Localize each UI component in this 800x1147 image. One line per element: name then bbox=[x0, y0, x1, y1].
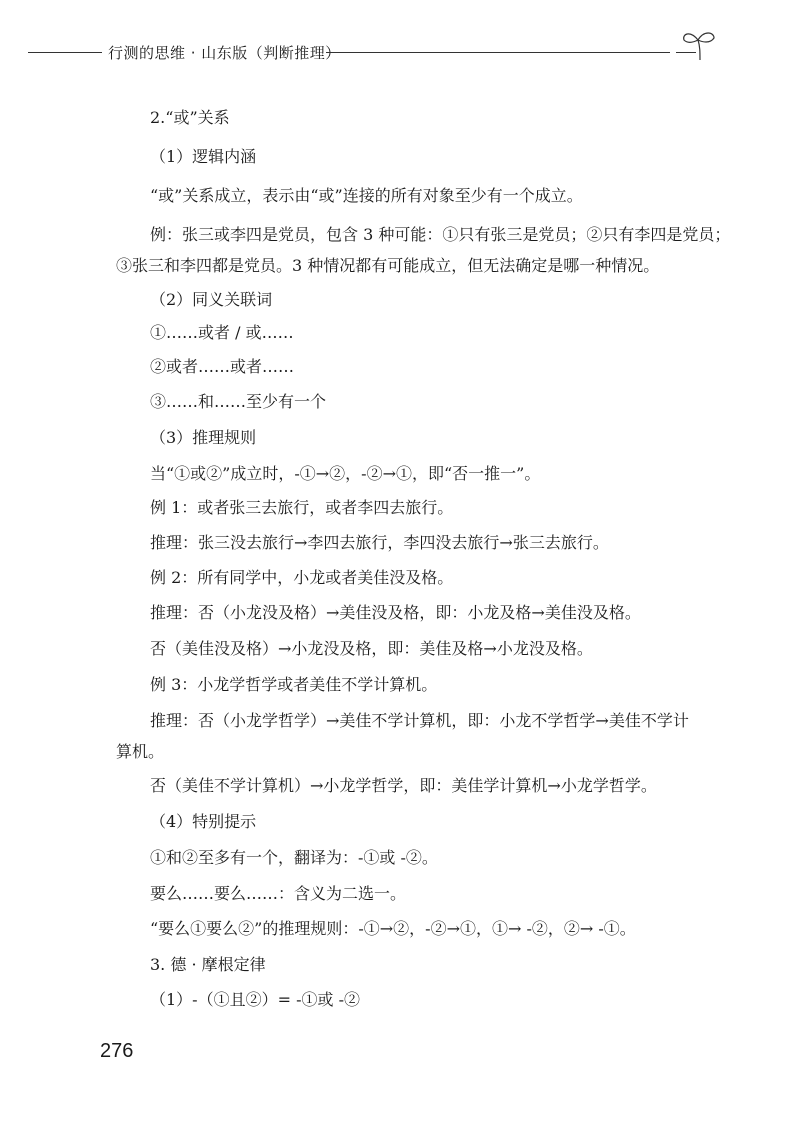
section-heading: 2.“或”关系 bbox=[150, 108, 230, 127]
paragraph: 要么……要么……：含义为二选一。 bbox=[150, 884, 407, 903]
list-item: ①……或者 / 或…… bbox=[150, 323, 294, 342]
paragraph: 推理：否（小龙学哲学）→美佳不学计算机，即：小龙不学哲学→美佳不学计 bbox=[150, 711, 689, 730]
paragraph: 否（美佳没及格）→小龙没及格，即：美佳及格→小龙没及格。 bbox=[150, 639, 593, 658]
list-item: ③……和……至少有一个 bbox=[150, 392, 327, 411]
running-header bbox=[0, 40, 800, 70]
paragraph: 当“①或②”成立时，-①→②，-②→①，即“否一推一”。 bbox=[150, 464, 541, 483]
paragraph: “要么①要么②”的推理规则：-①→②，-②→①，①→ -②，②→ -①。 bbox=[150, 919, 636, 938]
header-rule-right bbox=[326, 52, 670, 53]
example: 例 1：或者张三去旅行，或者李四去旅行。 bbox=[150, 498, 454, 517]
example: 例 3：小龙学哲学或者美佳不学计算机。 bbox=[150, 675, 438, 694]
paragraph: ①和②至多有一个，翻译为：-①或 -②。 bbox=[150, 848, 438, 867]
paragraph: 推理：张三没去旅行→李四去旅行，李四没去旅行→张三去旅行。 bbox=[150, 533, 609, 552]
sprout-icon bbox=[680, 28, 720, 62]
subheading: （4）特别提示 bbox=[150, 812, 257, 831]
subheading: （3）推理规则 bbox=[150, 428, 257, 447]
paragraph: “或”关系成立，表示由“或”连接的所有对象至少有一个成立。 bbox=[150, 186, 583, 205]
header-title: 行测的思维 · 山东版（判断推理） bbox=[108, 44, 341, 62]
paragraph: 否（美佳不学计算机）→小龙学哲学，即：美佳学计算机→小龙学哲学。 bbox=[150, 776, 657, 795]
paragraph: 算机。 bbox=[116, 742, 165, 761]
subheading: （1）逻辑内涵 bbox=[150, 147, 257, 166]
section-heading: 3. 德 · 摩根定律 bbox=[150, 955, 266, 974]
page-number: 276 bbox=[100, 1040, 134, 1062]
paragraph: 推理：否（小龙没及格）→美佳没及格，即：小龙及格→美佳没及格。 bbox=[150, 603, 641, 622]
paragraph: （1）-（①且②）= -①或 -② bbox=[150, 990, 360, 1009]
subheading: （2）同义关联词 bbox=[150, 290, 273, 309]
example: 例 2：所有同学中，小龙或者美佳没及格。 bbox=[150, 568, 454, 587]
paragraph: 例：张三或李四是党员，包含 3 种可能：①只有张三是党员；②只有李四是党员； bbox=[150, 225, 731, 244]
paragraph: ③张三和李四都是党员。3 种情况都有可能成立，但无法确定是哪一种情况。 bbox=[116, 256, 660, 275]
header-rule-left bbox=[28, 52, 102, 53]
list-item: ②或者……或者…… bbox=[150, 357, 295, 376]
